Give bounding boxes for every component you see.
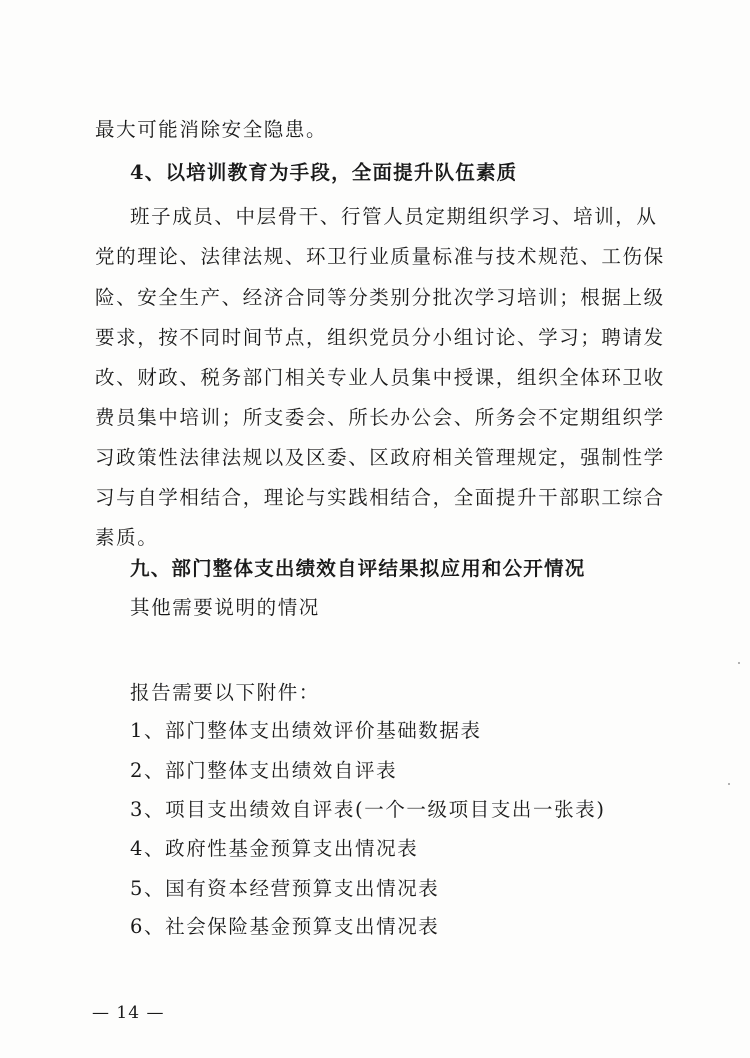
paragraph-line: 素质。 bbox=[95, 526, 159, 549]
paragraph-line: 班子成员、中层骨干、行管人员定期组织学习、培训，从 bbox=[130, 205, 658, 228]
attachment-item: 3、项目支出绩效自评表(一个一级项目支出一张表) bbox=[130, 798, 606, 821]
paragraph-line: 要求，按不同时间节点，组织党员分小组讨论、学习；聘请发 bbox=[95, 326, 665, 349]
attachment-item: 1、部门整体支出绩效评价基础数据表 bbox=[130, 719, 482, 742]
attachment-item: 5、国有资本经营预算支出情况表 bbox=[130, 877, 440, 900]
attachments-intro: 报告需要以下附件： bbox=[130, 681, 320, 704]
paragraph-line: 改、财政、税务部门相关专业人员集中授课，组织全体环卫收 bbox=[95, 366, 665, 389]
attachment-item: 2、部门整体支出绩效自评表 bbox=[130, 759, 398, 782]
paragraph-line: 习与自学相结合，理论与实践相结合，全面提升干部职工综合 bbox=[95, 486, 665, 509]
paragraph-line: 其他需要说明的情况 bbox=[130, 596, 320, 619]
attachment-item: 6、社会保险基金预算支出情况表 bbox=[130, 915, 440, 938]
scan-speck bbox=[738, 662, 740, 664]
paragraph-line: 党的理论、法律法规、环卫行业质量标准与技术规范、工伤保 bbox=[95, 245, 665, 268]
page-number: — 14 — bbox=[92, 1003, 165, 1023]
section-heading: 4、以培训教育为手段，全面提升队伍素质 bbox=[130, 161, 518, 184]
paragraph-line: 险、安全生产、经济合同等分类别分批次学习培训；根据上级 bbox=[95, 286, 665, 309]
paragraph-line: 费员集中培训；所支委会、所长办公会、所务会不定期组织学 bbox=[95, 406, 665, 429]
section-heading: 九、部门整体支出绩效自评结果拟应用和公开情况 bbox=[130, 557, 586, 580]
attachment-item: 4、政府性基金预算支出情况表 bbox=[130, 837, 419, 860]
scan-speck bbox=[728, 783, 730, 785]
paragraph-line: 最大可能消除安全隐患。 bbox=[95, 118, 328, 141]
paragraph-line: 习政策性法律法规以及区委、区政府相关管理规定，强制性学 bbox=[95, 446, 665, 469]
